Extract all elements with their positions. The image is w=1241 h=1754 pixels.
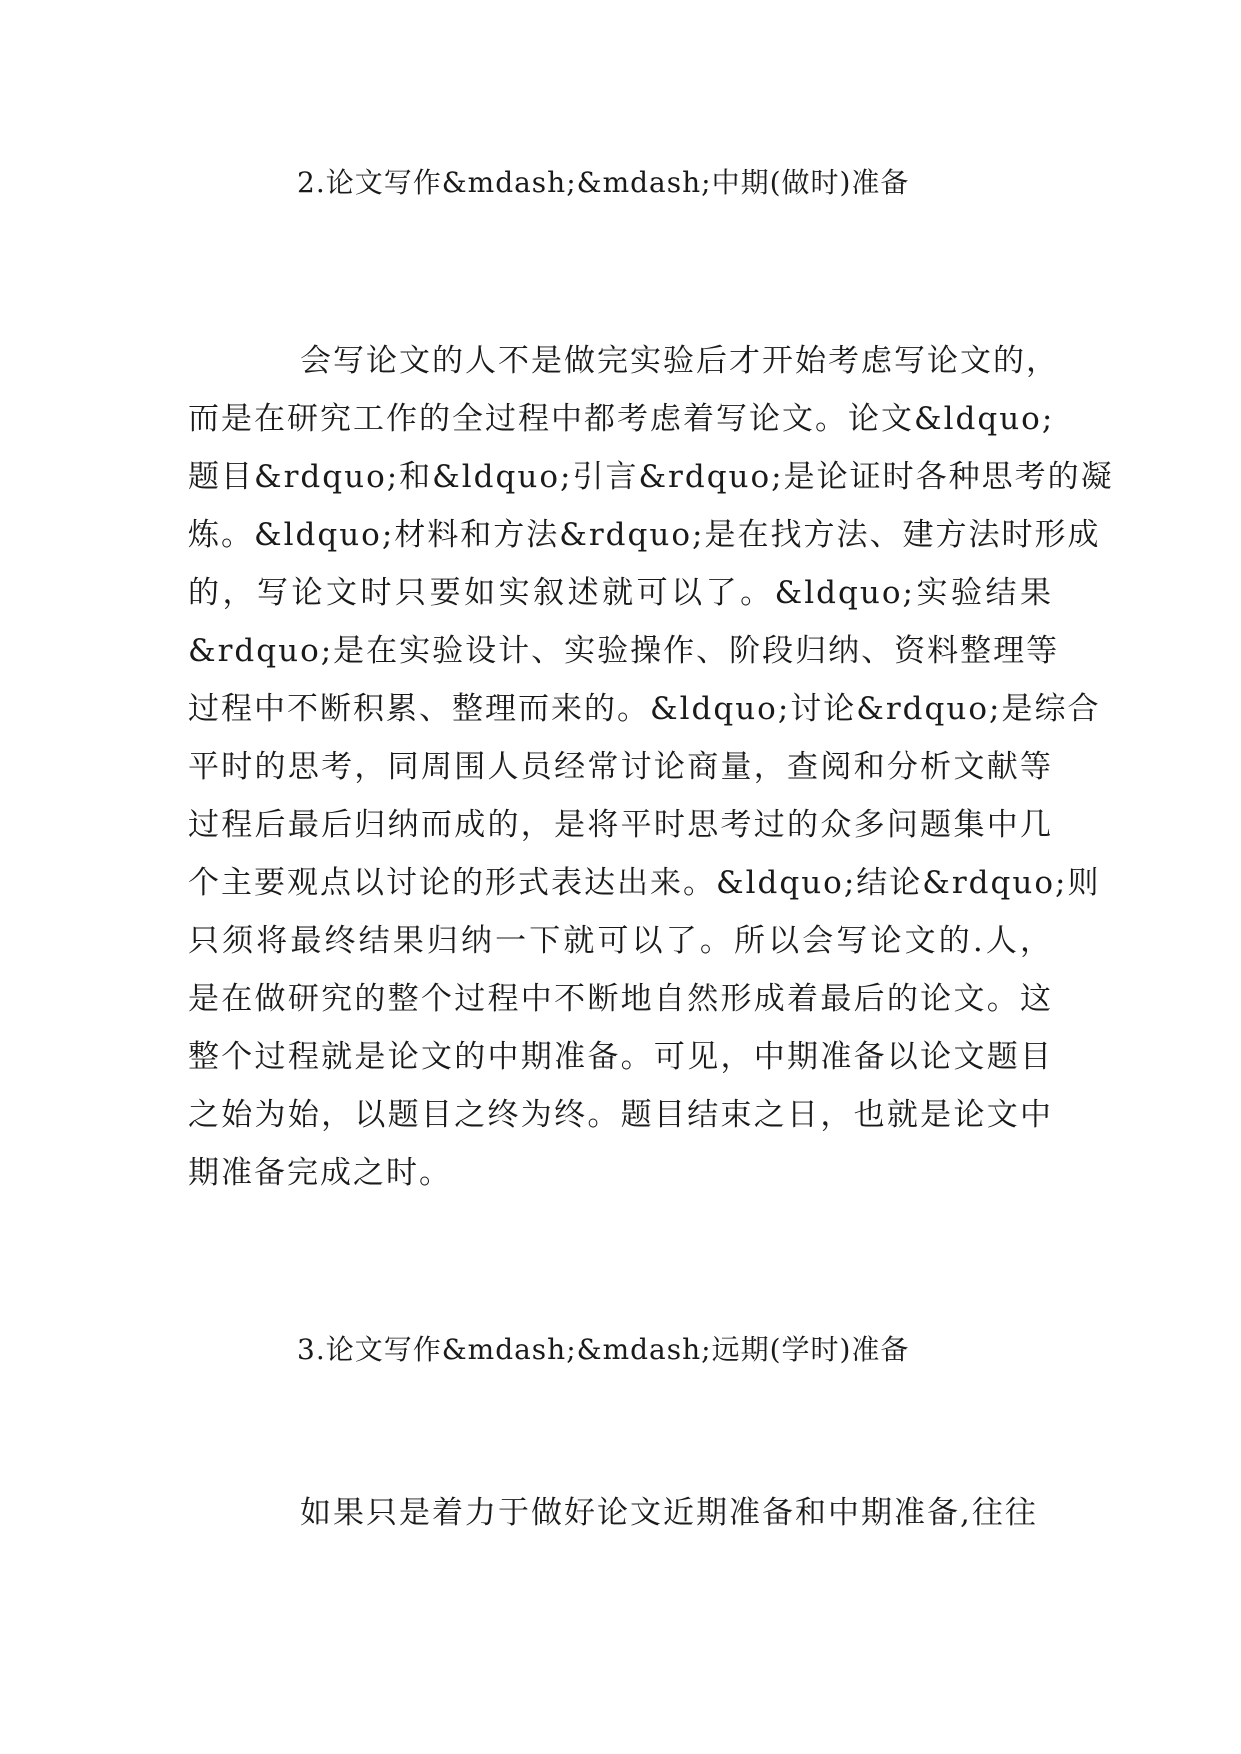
paragraph-line: 的，写论文时只要如实叙述就可以了。&ldquo;实验结果	[188, 575, 1053, 611]
section-2-heading: 2.论文写作&mdash;&mdash;中期(做时)准备	[297, 166, 910, 199]
paragraph-line: 个主要观点以讨论的形式表达出来。&ldquo;结论&rdquo;则	[188, 865, 1101, 901]
paragraph-line: 会写论文的人不是做完实验后才开始考虑写论文的，	[300, 343, 1059, 379]
paragraph-line: 如果只是着力于做好论文近期准备和中期准备,往往	[300, 1495, 1038, 1531]
section-3-paragraph	[188, 1484, 1053, 1542]
paragraph-line: 过程中不断积累、整理而来的。&ldquo;讨论&rdquo;是综合	[188, 691, 1101, 727]
paragraph-line: 之始为始，以题目之终为终。题目结束之日，也就是论文中	[188, 1097, 1053, 1133]
paragraph-line: 过程后最后归纳而成的，是将平时思考过的众多问题集中几	[188, 807, 1053, 843]
section-3-heading: 3.论文写作&mdash;&mdash;远期(学时)准备	[297, 1333, 910, 1366]
paragraph-line: 整个过程就是论文的中期准备。可见，中期准备以论文题目	[188, 1039, 1053, 1075]
section-2-paragraph	[188, 332, 1114, 1202]
paragraph-line: 而是在研究工作的全过程中都考虑着写论文。论文&ldquo;	[188, 401, 1055, 437]
paragraph-line: 期准备完成之时。	[188, 1155, 452, 1191]
paragraph-line: 炼。&ldquo;材料和方法&rdquo;是在找方法、建方法时形成	[188, 517, 1101, 553]
paragraph-line: 题目&rdquo;和&ldquo;引言&rdquo;是论证时各种思考的凝	[188, 459, 1114, 495]
paragraph-line: 只须将最终结果归纳一下就可以了。所以会写论文的.人，	[188, 923, 1053, 959]
paragraph-line: 平时的思考，同周围人员经常讨论商量，查阅和分析文献等	[188, 749, 1053, 785]
paragraph-line: 是在做研究的整个过程中不断地自然形成着最后的论文。这	[188, 981, 1053, 1017]
paragraph-line: &rdquo;是在实验设计、实验操作、阶段归纳、资料整理等	[188, 633, 1060, 669]
